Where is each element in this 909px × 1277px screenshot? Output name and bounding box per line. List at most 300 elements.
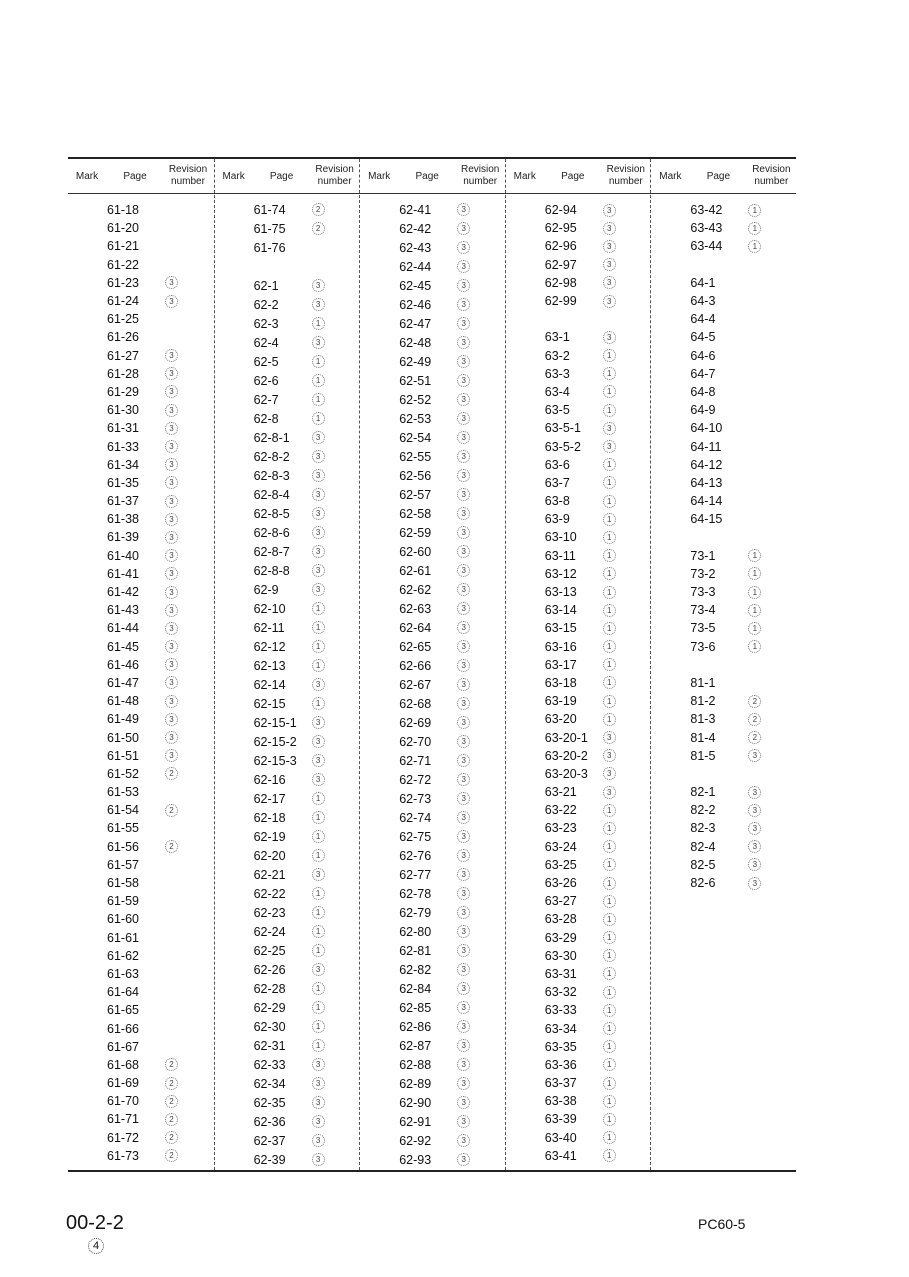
- revision-cell: 3: [457, 963, 470, 976]
- revision-cell: [748, 386, 759, 397]
- table-row: [215, 201, 360, 218]
- page-cell: 61-18: [107, 203, 139, 218]
- revision-cell: 1: [603, 840, 616, 853]
- page-revision-badge: 4: [88, 1238, 104, 1254]
- page-cell: 61-54: [107, 803, 139, 818]
- table-row: [506, 328, 651, 346]
- table-row: [651, 674, 796, 692]
- table-row: [360, 448, 505, 465]
- table-row: [215, 638, 360, 655]
- revision-cell: [603, 314, 614, 325]
- revision-cell: 3: [748, 804, 761, 817]
- table-row: [506, 456, 651, 474]
- page-cell: 61-38: [107, 512, 139, 527]
- table-row: [651, 256, 796, 274]
- page-cell: 62-85: [399, 1000, 432, 1015]
- page-cell: 61-63: [107, 966, 139, 981]
- revision-cell: 3: [165, 385, 178, 398]
- page-cell: 81-1: [690, 675, 716, 690]
- table-row: [651, 638, 796, 656]
- revision-cell: 3: [312, 1077, 325, 1090]
- revision-cell: 3: [457, 298, 470, 311]
- revision-table: [68, 157, 796, 1172]
- revision-cell: 3: [312, 469, 325, 482]
- revision-cell: 1: [603, 658, 616, 671]
- page-cell: 63-5-2: [544, 439, 581, 454]
- page-cell: 64-14: [690, 494, 723, 509]
- page-cell: 62-79: [399, 905, 432, 920]
- page-cell: 62-70: [399, 734, 432, 749]
- table-row: [506, 765, 651, 783]
- table-row: [506, 983, 651, 1001]
- page-cell: 61-44: [107, 621, 139, 636]
- revision-cell: 2: [165, 1095, 178, 1108]
- table-row: [506, 801, 651, 819]
- revision-cell: 1: [748, 567, 761, 580]
- table-row: [506, 856, 651, 874]
- page-cell: 62-8-3: [253, 468, 290, 483]
- page-cell: 63-1: [544, 330, 570, 345]
- revision-cell: 3: [603, 295, 616, 308]
- revision-cell: 1: [603, 549, 616, 562]
- page-cell: 62-59: [399, 525, 432, 540]
- revision-cell: 3: [312, 431, 325, 444]
- page-cell: 62-8-6: [253, 525, 290, 540]
- revision-cell: 3: [457, 355, 470, 368]
- revision-cell: 3: [457, 697, 470, 710]
- page-cell: 63-40: [544, 1130, 577, 1145]
- table-row: [506, 528, 651, 546]
- table-row: [215, 733, 360, 750]
- table-row: [651, 510, 796, 528]
- page-cell: 61-61: [107, 930, 139, 945]
- revision-cell: 3: [748, 840, 761, 853]
- table-row: [651, 401, 796, 419]
- revision-cell: 1: [603, 367, 616, 380]
- table-row: [506, 747, 651, 765]
- page-cell: 62-37: [253, 1133, 286, 1148]
- table-row: [215, 353, 360, 370]
- revision-cell: 3: [312, 298, 325, 311]
- table-row: [68, 328, 214, 346]
- header-group: [359, 159, 505, 193]
- table-row: [360, 866, 505, 883]
- table-row: [360, 828, 505, 845]
- page-cell: 64-7: [690, 366, 716, 381]
- table-row: [215, 1151, 360, 1168]
- page-cell: 62-60: [399, 544, 432, 559]
- page-cell: 61-52: [107, 766, 139, 781]
- table-row: [68, 910, 214, 928]
- revision-cell: 1: [603, 1149, 616, 1162]
- revision-cell: 2: [165, 767, 178, 780]
- header-revision: Revision number: [606, 164, 645, 187]
- page-cell: 62-8-8: [253, 563, 290, 578]
- table-row: [651, 874, 796, 892]
- table-row: [68, 783, 214, 801]
- page-cell: 61-50: [107, 730, 139, 745]
- table-row: [215, 904, 360, 921]
- table-row: [360, 334, 505, 351]
- revision-cell: 1: [312, 640, 325, 653]
- revision-cell: 3: [457, 526, 470, 539]
- table-row: [651, 237, 796, 255]
- table-row: [651, 437, 796, 455]
- revision-cell: 3: [457, 602, 470, 615]
- page-cell: 61-75: [253, 221, 286, 236]
- page-cell: 62-46: [399, 297, 432, 312]
- revision-cell: 3: [603, 240, 616, 253]
- revision-cell: [312, 261, 323, 272]
- table-row: [506, 819, 651, 837]
- page-cell: 64-9: [690, 403, 716, 418]
- table-row: [651, 565, 796, 583]
- revision-cell: 1: [312, 1020, 325, 1033]
- revision-cell: 1: [603, 949, 616, 962]
- page-cell: 64-4: [690, 312, 716, 327]
- revision-cell: 1: [603, 1004, 616, 1017]
- page-cell: 82-4: [690, 839, 716, 854]
- page-cell: 82-3: [690, 821, 716, 836]
- header-group: [650, 159, 796, 193]
- table-row: [215, 391, 360, 408]
- table-row: [506, 292, 651, 310]
- table-row: [215, 1037, 360, 1054]
- table-row: [68, 819, 214, 837]
- table-row: [68, 310, 214, 328]
- page-cell: 62-80: [399, 924, 432, 939]
- page-cell: 62-76: [399, 848, 432, 863]
- table-row: [68, 638, 214, 656]
- page-cell: 63-8: [544, 494, 570, 509]
- table-row: [68, 1147, 214, 1165]
- revision-cell: 3: [457, 1001, 470, 1014]
- table-row: [506, 437, 651, 455]
- page-cell: 61-71: [107, 1112, 139, 1127]
- revision-cell: [165, 968, 176, 979]
- page-cell: 82-5: [690, 857, 716, 872]
- revision-cell: 3: [457, 906, 470, 919]
- table-row: [360, 277, 505, 294]
- table-row: [68, 747, 214, 765]
- revision-cell: 1: [603, 822, 616, 835]
- page-cell: 61-41: [107, 566, 139, 581]
- page-cell: 62-20: [253, 848, 286, 863]
- page-cell: 61-73: [107, 1148, 139, 1163]
- page-cell: 62-68: [399, 696, 432, 711]
- table-row: [506, 910, 651, 928]
- page-cell: 61-27: [107, 348, 139, 363]
- table-row: [506, 1019, 651, 1037]
- revision-cell: 3: [603, 749, 616, 762]
- row-list: [68, 201, 214, 1168]
- table-row: [68, 801, 214, 819]
- page-cell: 62-45: [399, 278, 432, 293]
- page-cell: 61-53: [107, 785, 139, 800]
- page-cell: 73-2: [690, 566, 716, 581]
- revision-cell: 3: [457, 222, 470, 235]
- page-cell: 62-9: [253, 582, 279, 597]
- revision-cell: 3: [457, 431, 470, 444]
- page-cell: 63-22: [544, 803, 577, 818]
- revision-cell: 3: [457, 830, 470, 843]
- revision-cell: 1: [312, 355, 325, 368]
- revision-cell: 1: [603, 495, 616, 508]
- page-cell: 62-96: [544, 239, 577, 254]
- revision-cell: 3: [457, 887, 470, 900]
- table-row: [506, 1056, 651, 1074]
- page-cell: 61-76: [253, 240, 286, 255]
- revision-cell: [748, 659, 759, 670]
- table-row: [68, 1092, 214, 1110]
- table-row: [651, 656, 796, 674]
- revision-cell: 1: [312, 374, 325, 387]
- page-cell: 63-7: [544, 475, 570, 490]
- revision-cell: 1: [603, 676, 616, 689]
- page-cell: 61-48: [107, 694, 139, 709]
- table-row: [360, 1037, 505, 1054]
- table-body: [68, 195, 796, 1170]
- revision-cell: 3: [457, 507, 470, 520]
- table-row: [215, 1113, 360, 1130]
- table-row: [360, 1094, 505, 1111]
- table-row: [215, 581, 360, 598]
- page-cell: 62-21: [253, 867, 286, 882]
- table-row: [68, 474, 214, 492]
- revision-cell: 3: [312, 1115, 325, 1128]
- table-row: [506, 929, 651, 947]
- table-row: [506, 256, 651, 274]
- table-row: [506, 947, 651, 965]
- page-cell: 62-34: [253, 1076, 286, 1091]
- revision-cell: 1: [603, 695, 616, 708]
- revision-cell: 3: [603, 422, 616, 435]
- table-row: [360, 752, 505, 769]
- table-row: [506, 565, 651, 583]
- page-cell: 62-98: [544, 275, 577, 290]
- page-cell: 81-2: [690, 694, 716, 709]
- revision-cell: 3: [457, 1039, 470, 1052]
- revision-cell: [165, 896, 176, 907]
- table-row: [215, 847, 360, 864]
- page-cell: 63-23: [544, 821, 577, 836]
- page-cell: 63-37: [544, 1076, 577, 1091]
- revision-cell: 3: [457, 260, 470, 273]
- table-row: [506, 347, 651, 365]
- revision-cell: 2: [748, 713, 761, 726]
- table-row: [360, 353, 505, 370]
- page-cell: 62-86: [399, 1019, 432, 1034]
- table-row: [651, 456, 796, 474]
- revision-cell: 1: [603, 476, 616, 489]
- table-row: [651, 819, 796, 837]
- table-row: [215, 334, 360, 351]
- page-cell: 63-2: [544, 348, 570, 363]
- revision-cell: 3: [165, 422, 178, 435]
- table-row: [68, 419, 214, 437]
- page-cell: 62-51: [399, 373, 432, 388]
- table-row: [506, 219, 651, 237]
- revision-cell: 3: [457, 1096, 470, 1109]
- page-cell: 63-43: [690, 221, 723, 236]
- page-cell: 61-42: [107, 585, 139, 600]
- page-cell: 61-21: [107, 239, 139, 254]
- page-cell: 62-55: [399, 449, 432, 464]
- table-row: [68, 983, 214, 1001]
- page-cell: 63-10: [544, 530, 577, 545]
- page-cell: 82-6: [690, 876, 716, 891]
- page-cell: 62-7: [253, 392, 279, 407]
- page-cell: 64-13: [690, 475, 723, 490]
- page-cell: 63-20-3: [544, 766, 588, 781]
- page-cell: 63-11: [544, 548, 576, 563]
- revision-cell: 3: [165, 749, 178, 762]
- table-row: [215, 923, 360, 940]
- page-cell: 73-6: [690, 639, 716, 654]
- page-cell: 62-72: [399, 772, 432, 787]
- revision-cell: 2: [165, 1113, 178, 1126]
- table-row: [68, 929, 214, 947]
- revision-cell: 1: [603, 586, 616, 599]
- page-cell: 62-15-1: [253, 715, 297, 730]
- page-cell: 61-56: [107, 839, 139, 854]
- page-cell: 62-78: [399, 886, 432, 901]
- revision-cell: 1: [748, 604, 761, 617]
- table-row: [360, 486, 505, 503]
- page-cell: 61-64: [107, 985, 139, 1000]
- table-row: [506, 874, 651, 892]
- table-row: [651, 583, 796, 601]
- revision-cell: 3: [312, 716, 325, 729]
- revision-cell: 3: [165, 295, 178, 308]
- revision-cell: 3: [312, 336, 325, 349]
- page-cell: 62-17: [253, 791, 286, 806]
- revision-cell: 3: [457, 735, 470, 748]
- revision-cell: 3: [457, 545, 470, 558]
- page-cell: 62-25: [253, 943, 286, 958]
- revision-cell: 2: [165, 1058, 178, 1071]
- page-cell: 62-2: [253, 297, 279, 312]
- revision-cell: 3: [312, 507, 325, 520]
- table-row: [68, 528, 214, 546]
- page-cell: 62-15-3: [253, 753, 297, 768]
- table-row: [68, 874, 214, 892]
- revision-cell: 3: [457, 1020, 470, 1033]
- page-cell: 62-6: [253, 373, 279, 388]
- revision-cell: 3: [312, 526, 325, 539]
- table-row: [360, 505, 505, 522]
- page-cell: 61-35: [107, 475, 139, 490]
- revision-cell: 3: [603, 258, 616, 271]
- table-row: [68, 1001, 214, 1019]
- table-row: [68, 365, 214, 383]
- page-cell: 62-39: [253, 1152, 286, 1167]
- revision-cell: [165, 205, 176, 216]
- revision-cell: 2: [748, 695, 761, 708]
- table-row: [506, 892, 651, 910]
- page-cell: 64-10: [690, 421, 723, 436]
- revision-cell: 1: [312, 830, 325, 843]
- page-cell: 62-62: [399, 582, 432, 597]
- page-cell: 62-82: [399, 962, 432, 977]
- page-cell: 62-29: [253, 1000, 286, 1015]
- revision-cell: 1: [603, 1077, 616, 1090]
- revision-cell: 3: [312, 735, 325, 748]
- page-cell: 63-25: [544, 857, 577, 872]
- page-cell: 61-26: [107, 330, 139, 345]
- table-row: [68, 492, 214, 510]
- revision-cell: 3: [457, 1115, 470, 1128]
- table-row: [506, 1074, 651, 1092]
- table-row: [506, 783, 651, 801]
- page-cell: 61-67: [107, 1039, 139, 1054]
- revision-cell: 3: [312, 868, 325, 881]
- revision-cell: [165, 223, 176, 234]
- table-row: [68, 219, 214, 237]
- table-row: [506, 710, 651, 728]
- table-row: [506, 619, 651, 637]
- page-cell: 62-48: [399, 335, 432, 350]
- page-cell: 62-54: [399, 430, 432, 445]
- table-header: [68, 159, 796, 194]
- table-row: [68, 437, 214, 455]
- table-row: [651, 274, 796, 292]
- page-cell: 62-66: [399, 658, 432, 673]
- revision-cell: 1: [312, 659, 325, 672]
- revision-cell: 3: [312, 1134, 325, 1147]
- revision-cell: [748, 277, 759, 288]
- revision-cell: 1: [603, 713, 616, 726]
- revision-cell: 1: [748, 586, 761, 599]
- page-cell: 82-2: [690, 803, 716, 818]
- table-row: [651, 765, 796, 783]
- table-row: [651, 365, 796, 383]
- page-cell: 62-3: [253, 316, 279, 331]
- table-row: [215, 600, 360, 617]
- table-row: [651, 201, 796, 219]
- revision-cell: 1: [312, 697, 325, 710]
- page-cell: 61-47: [107, 675, 139, 690]
- table-row: [506, 474, 651, 492]
- table-row: [68, 456, 214, 474]
- table-row: [215, 429, 360, 446]
- page-cell: 64-15: [690, 512, 723, 527]
- table-row: [360, 600, 505, 617]
- page-cell: 61-37: [107, 494, 139, 509]
- table-row: [68, 692, 214, 710]
- table-row: [215, 258, 360, 275]
- page-cell: 62-88: [399, 1057, 432, 1072]
- revision-cell: 3: [457, 1153, 470, 1166]
- page-cell: 62-56: [399, 468, 432, 483]
- page-cell: 62-61: [399, 563, 432, 578]
- table-row: [215, 771, 360, 788]
- page-cell: 62-16: [253, 772, 286, 787]
- revision-cell: [165, 1041, 176, 1052]
- page-cell: 73-3: [690, 585, 716, 600]
- table-row: [68, 1129, 214, 1147]
- revision-cell: 3: [457, 469, 470, 482]
- table-row: [360, 201, 505, 218]
- table-row: [506, 838, 651, 856]
- revision-cell: [748, 441, 759, 452]
- page-cell: 73-5: [690, 621, 716, 636]
- revision-cell: 3: [312, 1058, 325, 1071]
- table-row: [360, 923, 505, 940]
- header-mark: Mark: [222, 170, 245, 182]
- page-cell: 64-1: [690, 275, 716, 290]
- table-row: [68, 565, 214, 583]
